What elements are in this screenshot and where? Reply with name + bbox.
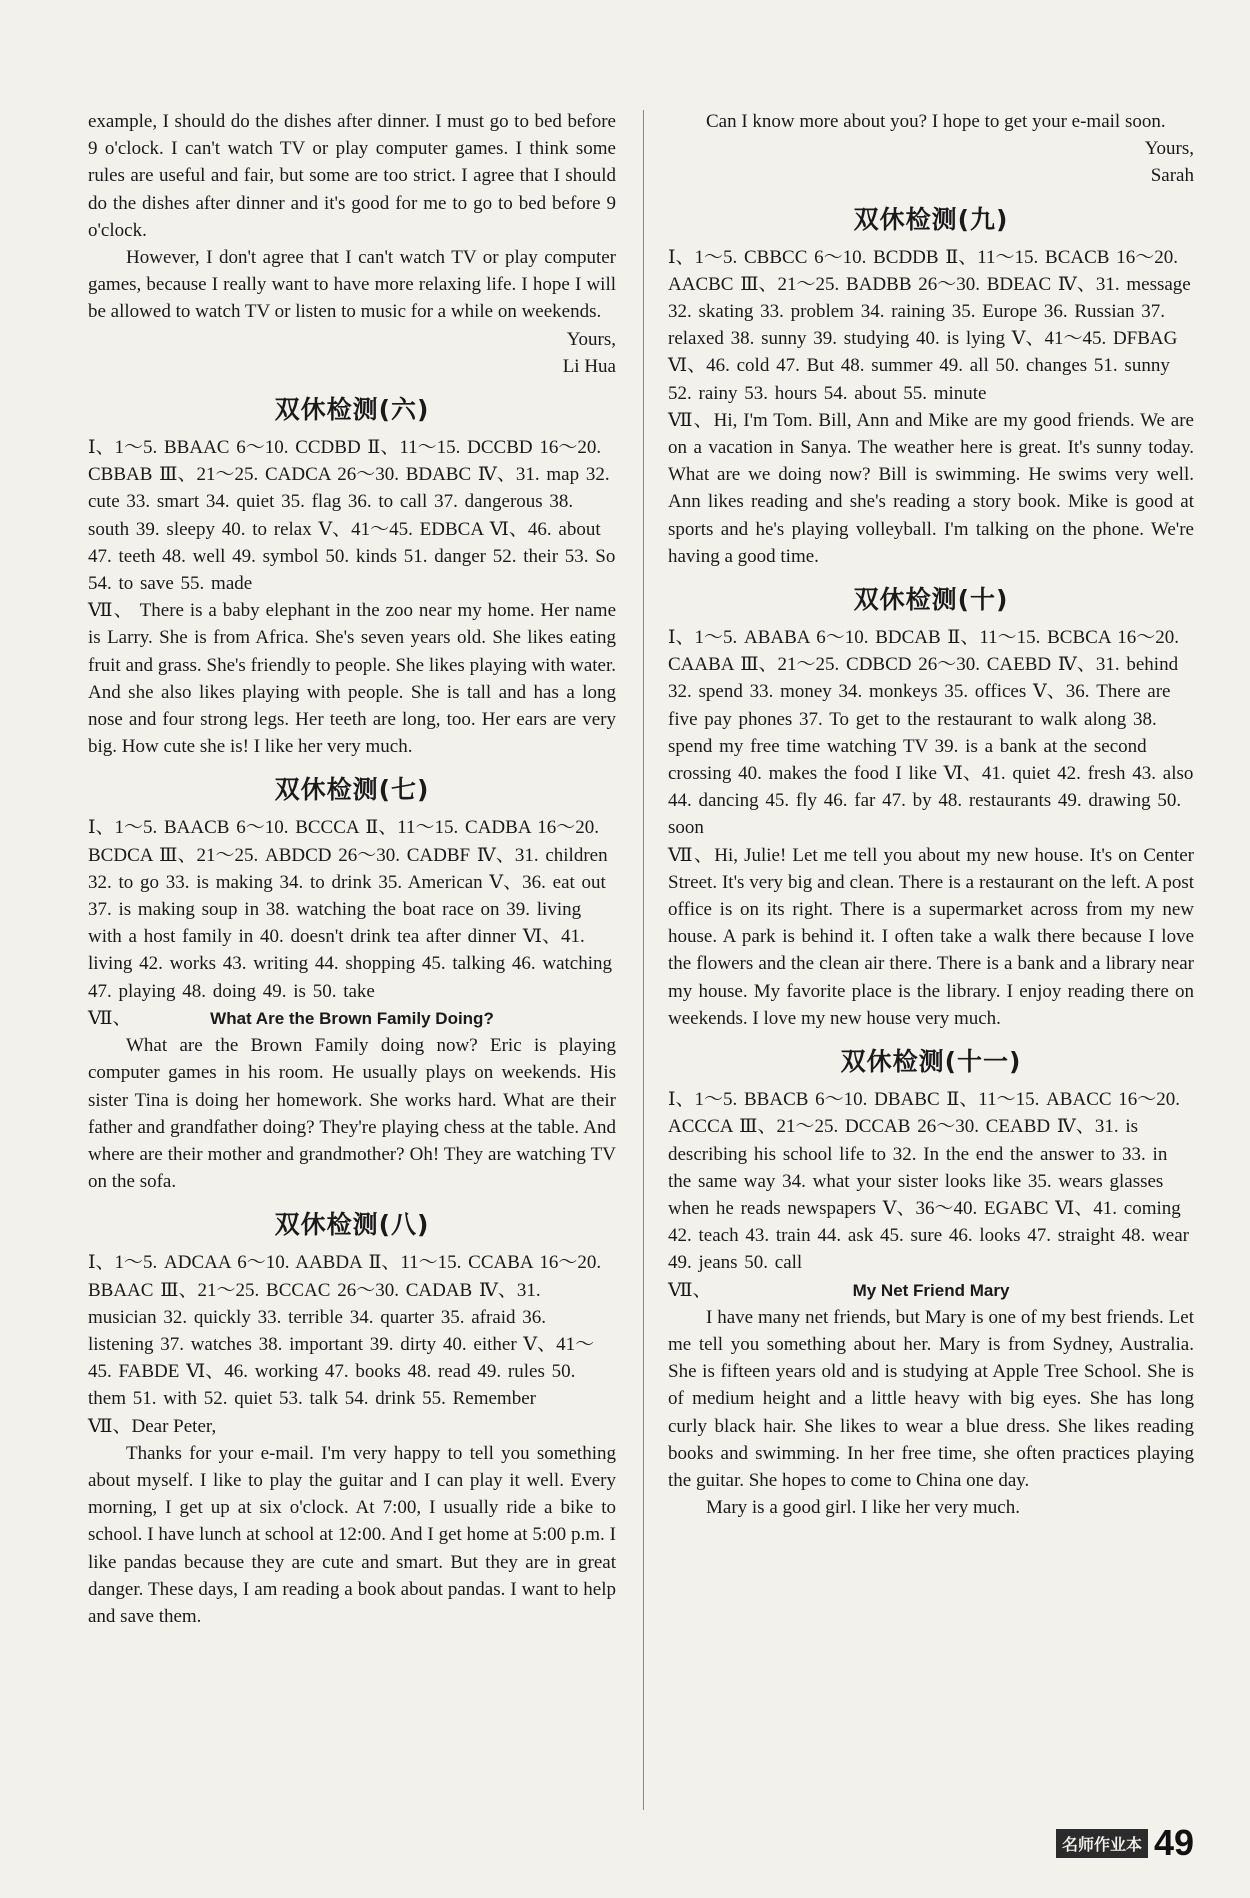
signature-name: Li Hua bbox=[562, 355, 616, 377]
section-11-essay-title: My Net Friend Mary bbox=[852, 1280, 1010, 1300]
book-name-badge: 名师作业本 bbox=[1056, 1829, 1148, 1858]
section-7-essay-label: Ⅶ、 bbox=[88, 1007, 132, 1029]
section-6-title: 双休检测(六) bbox=[274, 395, 430, 425]
section-11-title: 双休检测(十一) bbox=[840, 1047, 1022, 1077]
signature-yours-2: Yours, bbox=[1144, 138, 1194, 160]
section-8-essay: Thanks for your e-mail. I'm very happy to tell you something about myself. I like to play the guitar and I can play it well. Every morning, I get up at six o'clock. At 7:00, I usually ride a bike to school. I have lunch at school at 12:00. And I get home at 5:00 p.m. I like pandas because they are cute and smart. But they are in great danger. These days, I am reading a book about pandas. I want to help and save them. bbox=[88, 1442, 616, 1627]
section-7-essay-header bbox=[88, 1005, 616, 1032]
right-column bbox=[668, 108, 1194, 1521]
page-number: 49 bbox=[1153, 1822, 1194, 1863]
section-11-essay-paragraph-1: I have many net friends, but Mary is one of my best friends. Let me tell you something about her. Mary is from Sydney, Australia. She is fifteen years old and is studying at Apple Tree School. She is of medium height and a little heavy with big eyes. She has long curly black hair. She likes to wear a blue dress. She likes reading books and swimming. In her free time, she often practices playing the guitar. She hopes to come to China one day. bbox=[668, 1306, 1194, 1491]
intro-paragraph-2: However, I don't agree that I can't watch TV or play computer games, because I really want to have more relaxing life. I hope I will be allowed to watch TV or listen to music for a while on weekends. bbox=[88, 247, 616, 323]
page-footer bbox=[1056, 1822, 1194, 1864]
section-11-essay-paragraph-2: Mary is a good girl. I like her very much. bbox=[706, 1497, 1020, 1519]
section-7-answers: Ⅰ、1～5. BAACB 6～10. BCCCA Ⅱ、11～15. CADBA 16～20. BCDCA Ⅲ、21～25. ABDCD 26～30. CADBF Ⅳ、31. children 32. to go 33. is making 34. to drink 35. American Ⅴ、36. eat out 37. is making soup in 38. watching the boat race on 39. living with a host family in 40. doesn't drink tea after dinner Ⅵ、41. living 42. works 43. writing 44. shopping 45. talking 46. watching 47. playing 48. doing 49. is 50. take bbox=[88, 817, 613, 1002]
section-11-essay-header bbox=[668, 1277, 1194, 1304]
section-9-answers: Ⅰ、1～5. CBBCC 6～10. BCDDB Ⅱ、11～15. BCACB 16～20. AACBC Ⅲ、21～25. BADBB 26～30. BDEAC Ⅳ、31. message 32. skating 33. problem 34. raining 35. Europe 36. Russian 37. relaxed 38. sunny 39. studying 40. is lying Ⅴ、41～45. DFBAG Ⅵ、46. cold 47. But 48. summer 49. all 50. changes 51. sunny 52. rainy 53. hours 54. about 55. minute bbox=[668, 246, 1191, 404]
left-column bbox=[88, 108, 616, 1630]
section-7-essay: What are the Brown Family doing now? Eric is playing computer games in his room. He usually plays on weekends. His sister Tina is doing her homework. She works hard. What are their father and grandfather doing? They're playing chess at the table. And where are their mother and grandmother? Oh! They are watching TV on the sofa. bbox=[88, 1035, 616, 1193]
signature-yours: Yours, bbox=[566, 328, 616, 350]
signature-name-2: Sarah bbox=[1150, 165, 1194, 187]
section-8-answers: Ⅰ、1～5. ADCAA 6～10. AABDA Ⅱ、11～15. CCABA 16～20. BBAAC Ⅲ、21～25. BCCAC 26～30. CADAB Ⅳ、31. musician 32. quickly 33. terrible 34. quarter 35. afraid 36. listening 37. watches 38. important 39. dirty 40. either Ⅴ、41～45. FABDE Ⅵ、46. working 47. books 48. read 49. rules 50. them 51. with 52. quiet 53. talk 54. drink 55. Remember bbox=[88, 1252, 602, 1410]
section-9-essay: Ⅶ、Hi, I'm Tom. Bill, Ann and Mike are my good friends. We are on a vacation in Sanya. The weather here is great. It's sunny today. What are we doing now? Bill is swimming. He swims very well. Ann likes reading and she's reading a story book. Mike is good at sports and he's playing volleyball. I'm talking on the phone. We're having a good time. bbox=[668, 409, 1194, 567]
section-11-answers: Ⅰ、1～5. BBACB 6～10. DBABC Ⅱ、11～15. ABACC 16～20. ACCCA Ⅲ、21～25. DCCAB 26～30. CEABD Ⅳ、31. is describing his school life to 32. In the end the answer to 33. in the same way 34. what your sister looks like 35. wears glasses when he reads newspapers Ⅴ、36～40. EGABC Ⅵ、41. coming 42. teach 43. train 44. ask 45. sure 46. looks 47. straight 48. wear 49. jeans 50. call bbox=[668, 1089, 1189, 1274]
right-intro: Can I know more about you? I hope to get your e-mail soon. bbox=[706, 111, 1166, 132]
section-7-essay-title: What Are the Brown Family Doing? bbox=[210, 1008, 494, 1028]
section-8-greeting: Ⅶ、Dear Peter, bbox=[88, 1415, 217, 1437]
column-divider bbox=[643, 110, 644, 1810]
section-9-title: 双休检测(九) bbox=[853, 204, 1009, 234]
section-10-essay: Ⅶ、Hi, Julie! Let me tell you about my new house. It's on Center Street. It's very big and clean. There is a restaurant on the left. A post office is on its right. There is a supermarket across from my new house. A park is behind it. I often take a walk there because I love the flowers and the clean air there. There is a bank and a library near my house. My favorite place is the library. I enjoy reading there on weekends. I love my new house very much. bbox=[668, 844, 1194, 1029]
section-6-essay: Ⅶ、 There is a baby elephant in the zoo near my home. Her name is Larry. She is from Africa. She's seven years old. She likes eating fruit and grass. She's friendly to people. She likes playing with water. And she also likes playing with people. She is tall and has a long nose and four strong legs. Her teeth are long, too. Her ears are very big. How cute she is! I like her very much. bbox=[88, 600, 616, 758]
section-11-essay-label: Ⅶ、 bbox=[668, 1279, 712, 1301]
section-8-title: 双休检测(八) bbox=[274, 1210, 430, 1240]
section-6-answers: Ⅰ、1～5. BBAAC 6～10. CCDBD Ⅱ、11～15. DCCBD 16～20. CBBAB Ⅲ、21～25. CADCA 26～30. BDABC Ⅳ、31. map 32. cute 33. smart 34. quiet 35. flag 36. to call 37. dangerous 38. south 39. sleepy 40. to relax Ⅴ、41～45. EDBCA Ⅵ、46. about 47. teeth 48. well 49. symbol 50. kinds 51. danger 52. their 53. So 54. to save 55. made bbox=[88, 437, 616, 595]
section-7-title: 双休检测(七) bbox=[274, 775, 430, 805]
section-10-answers: Ⅰ、1～5. ABABA 6～10. BDCAB Ⅱ、11～15. BCBCA 16～20. CAABA Ⅲ、21～25. CDBCD 26～30. CAEBD Ⅳ、31. behind 32. spend 33. money 34. monkeys 35. offices Ⅴ、36. There are five pay phones 37. To get to the restaurant to walk along 38. spend my free time watching TV 39. is a bank at the second crossing 40. makes the food I like Ⅵ、41. quiet 42. fresh 43. also 44. dancing 45. fly 46. far 47. by 48. restaurants 49. drawing 50. soon bbox=[668, 627, 1194, 839]
intro-paragraph-1: example, I should do the dishes after dinner. I must go to bed before 9 o'clock. I can't watch TV or play computer games. I think some rules are useful and fair, but some are too strict. I agree that I should do the dishes after dinner and it's good for me to go to bed before 9 o'clock. bbox=[88, 111, 616, 241]
section-10-title: 双休检测(十) bbox=[853, 585, 1009, 615]
